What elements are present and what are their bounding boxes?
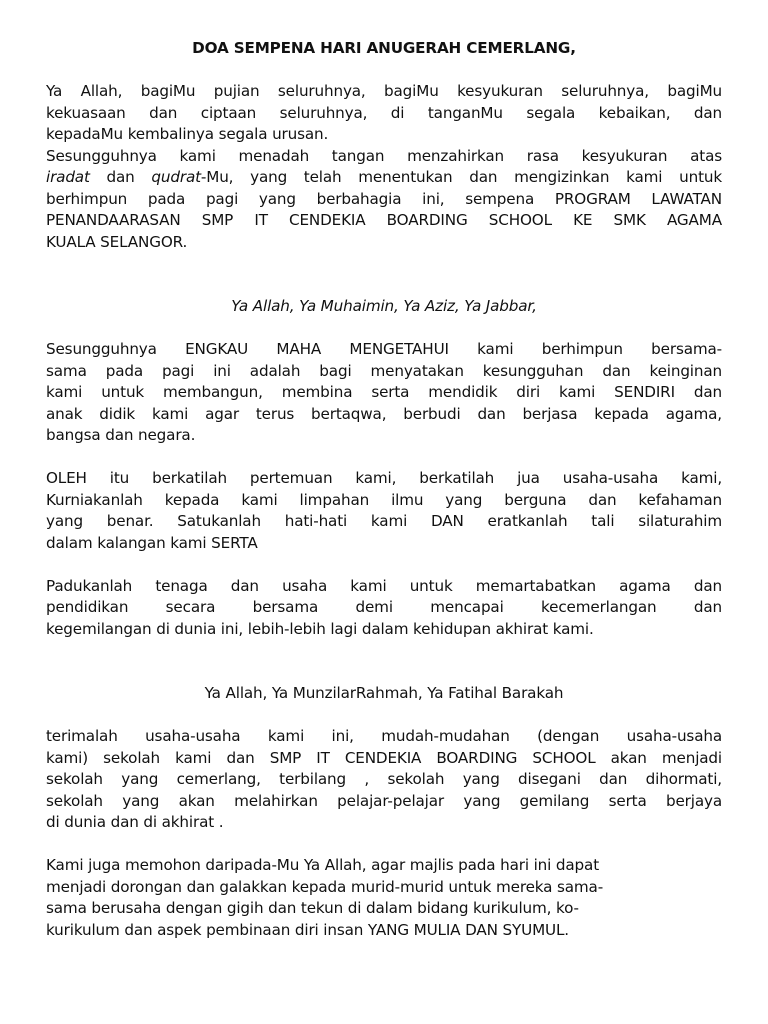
- text-line: Ya Allah, bagiMu pujian seluruhnya, bagiMu kesyukuran seluruhnya, bagiMu: [46, 82, 722, 100]
- text-line: kami) sekolah kami dan SMP IT CENDEKIA BOARDING SCHOOL akan menjadi: [46, 748, 722, 767]
- text-line: sama pada pagi ini adalah bagi menyatakan kesungguhan dan keinginan: [46, 361, 722, 380]
- text-line: dalam kalangan kami SERTA: [46, 533, 258, 552]
- text-line: bangsa dan negara.: [46, 426, 196, 444]
- text-line: Padukanlah tenaga dan usaha kami untuk memartabatkan agama dan: [46, 576, 722, 595]
- text-line: Kurniakanlah kepada kami limpahan ilmu yang berguna dan kefahaman: [46, 490, 722, 509]
- text-line: [46, 167, 722, 189]
- italic-term-iradat: iradat: [46, 168, 90, 186]
- text-line: Kami juga memohon daripada-Mu Ya Allah, agar majlis pada hari ini dapat: [46, 856, 599, 874]
- text-line: di dunia dan di akhirat .: [46, 813, 224, 831]
- text-line: sama berusaha dengan gigih dan tekun di dalam bidang kurikulum, ko-: [46, 899, 579, 917]
- text-line: OLEH itu berkatilah pertemuan kami, berkatilah jua usaha-usaha kami,: [46, 469, 722, 487]
- text-fragment: dan: [89, 168, 152, 186]
- text-line: kekuasaan dan ciptaan seluruhnya, di tanganMu segala kebaikan, dan: [46, 103, 722, 122]
- text-line: Sesungguhnya ENGKAU MAHA MENGETAHUI kami berhimpun bersama-: [46, 340, 722, 358]
- document-page: [46, 38, 722, 941]
- paragraph-gratitude: [46, 146, 722, 254]
- spacer: [46, 705, 722, 727]
- text-line: kepadaMu kembalinya segala urusan.: [46, 125, 329, 143]
- paragraph-blessing: [46, 468, 722, 554]
- paragraph-knowledge: [46, 339, 722, 447]
- invocation-heading-2: Ya Allah, Ya MunzilarRahmah, Ya Fatihal Barakah: [204, 684, 564, 702]
- text-line: anak didik kami agar terus bertaqwa, berbudi dan berjasa kepada agama,: [46, 404, 722, 423]
- text-line: yang benar. Satukanlah hati-hati kami DAN eratkanlah tali silaturahim: [46, 512, 722, 530]
- text-line: sekolah yang cemerlang, terbilang , sekolah yang disegani dan dihormati,: [46, 770, 722, 788]
- text-fragment: -Mu, yang telah menentukan dan mengizinkan kami untuk: [200, 168, 723, 186]
- spacer: [46, 640, 722, 683]
- paragraph-praise: [46, 81, 722, 146]
- text-line: sekolah yang akan melahirkan pelajar-pelajar yang gemilang serta berjaya: [46, 791, 722, 810]
- text-line: kurikulum dan aspek pembinaan diri insan YANG MULIA DAN SYUMUL.: [46, 920, 569, 939]
- text-line: kami untuk membangun, membina serta mendidik diri kami SENDIRI dan: [46, 383, 722, 401]
- spacer: [46, 834, 722, 856]
- text-line: terimalah usaha-usaha kami ini, mudah-mudahan (dengan usaha-usaha: [46, 727, 722, 745]
- text-line: KUALA SELANGOR.: [46, 232, 188, 251]
- spacer: [46, 447, 722, 469]
- document-title: DOA SEMPENA HARI ANUGERAH CEMERLANG,: [192, 39, 576, 57]
- text-line: berhimpun pada pagi yang berbahagia ini, sempena PROGRAM LAWATAN: [46, 189, 722, 208]
- spacer: [46, 253, 722, 296]
- spacer: [46, 60, 722, 82]
- spacer: [46, 318, 722, 340]
- text-line: Sesungguhnya kami menadah tangan menzahirkan rasa kesyukuran atas: [46, 146, 722, 165]
- paragraph-acceptance: [46, 726, 722, 834]
- paragraph-unity: [46, 576, 722, 641]
- paragraph-request: [46, 855, 722, 941]
- invocation-heading-1: Ya Allah, Ya Muhaimin, Ya Aziz, Ya Jabbar,: [231, 297, 537, 315]
- text-line: PENANDAARASAN SMP IT CENDEKIA BOARDING SCHOOL KE SMK AGAMA: [46, 211, 722, 229]
- text-line: menjadi dorongan dan galakkan kepada murid-murid untuk mereka sama-: [46, 877, 604, 896]
- text-line: kegemilangan di dunia ini, lebih-lebih lagi dalam kehidupan akhirat kami.: [46, 619, 594, 638]
- spacer: [46, 554, 722, 576]
- italic-term-qudrat: qudrat: [151, 168, 201, 186]
- text-line: pendidikan secara bersama demi mencapai kecemerlangan dan: [46, 598, 722, 616]
